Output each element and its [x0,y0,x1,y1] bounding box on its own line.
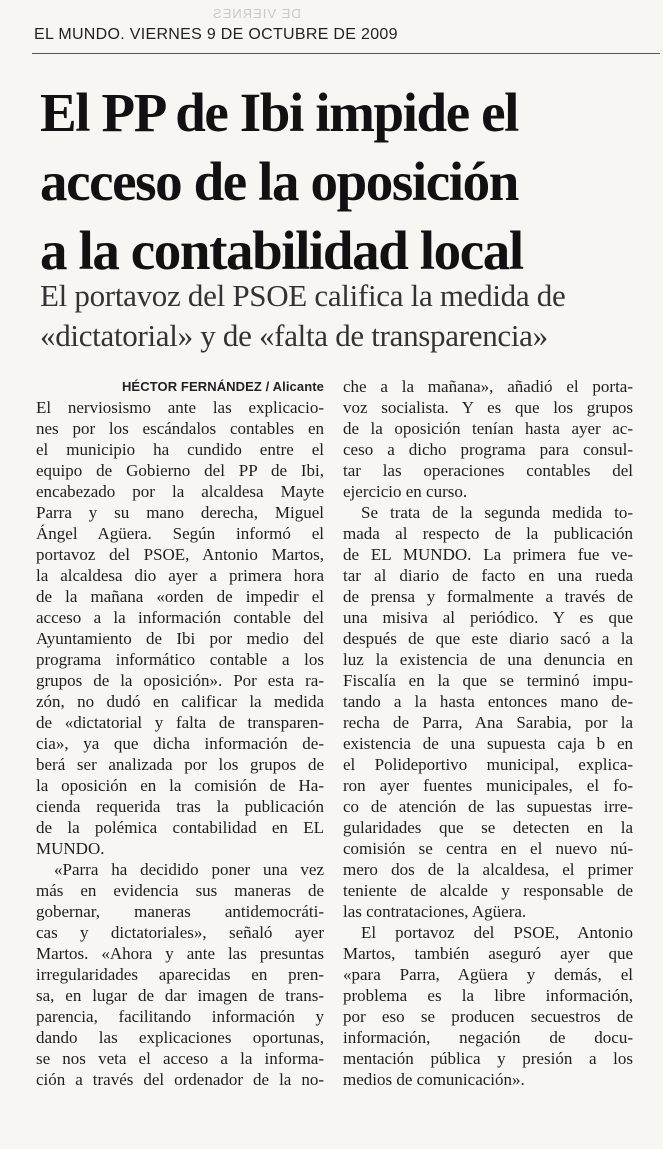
body-text-line: ceso a dicho programa para consul- [343,440,633,459]
body-text-line: El portavoz del PSOE, Antonio [361,923,633,942]
body-text-line: de prensa y formalmente a través de [343,587,633,606]
body-text-line: gularidades que se detecten en la [343,818,633,837]
article-column-2 [343,376,633,1090]
article-column-1 [36,376,324,1090]
body-text-line: Fiscalía en la que se terminó impu- [343,671,633,690]
body-text-line: ejercicio en curso. [343,482,468,501]
body-text-line: irregularidades aparecidas en pren- [36,965,324,984]
body-text-line: «Parra ha decidido poner una vez [54,860,324,879]
body-text-line: nes por los escándalos contables en [36,419,324,438]
body-text-line: luz la existencia de una denuncia en [343,650,633,669]
body-text-line: la oposición en la comisión de Ha- [36,776,324,795]
body-text-line: el municipio ha cundido entre el [36,440,324,459]
body-text-line: ción a través del ordenador de la no- [36,1070,324,1089]
body-text-line: se nos veta el acceso a la informa- [36,1049,324,1068]
body-text-line: tar al diario de facto en una rueda [343,566,633,585]
body-text-line: por eso se producen secuestros de [343,1007,633,1026]
body-text-line: más en evidencia sus maneras de [36,881,324,900]
body-text-line: MUNDO. [36,839,105,858]
headline-line: acceso de la oposición [40,151,518,212]
body-text-line: tando a la hasta entonces mano de- [343,692,633,711]
body-text-line: Ángel Agüera. Según informó el [36,524,324,543]
publication-date-line: EL MUNDO. VIERNES 9 DE OCTUBRE DE 2009 [34,26,398,43]
body-text-line: co de atención de las supuestas irre- [343,797,633,816]
body-text-line: Martos. «Ahora y ante las presuntas [36,944,324,963]
body-text-line: Parra y su mano derecha, Miguel [36,503,324,522]
body-text-line: una misiva al periódico. Y es que [343,608,633,627]
body-text-line: zón, no dudó en calificar la medida [36,692,324,711]
body-text-line: tar las operaciones contables del [343,461,633,480]
body-text-line: parencia, facilitando información y [36,1007,324,1026]
body-text-line: de la mañana «orden de impedir el [36,587,324,606]
column-2-body [343,376,633,1090]
body-text-line: la alcaldesa dio ayer a primera hora [36,566,324,585]
subheadline-line: El portavoz del PSOE califica la medida de [40,278,566,313]
column-1-body [36,397,324,1090]
body-text-line: portavoz del PSOE, Antonio Martos, [36,545,324,564]
body-text-line: medios de comunicación». [343,1070,525,1089]
headline-line: El PP de Ibi impide el [40,82,519,143]
body-text-line: mada al respecto de la publicación [343,524,633,543]
body-text-line: equipo de Gobierno del PP de Ibi, [36,461,324,480]
subheadline-line: «dictatorial» y de «falta de transparencia» [40,318,548,353]
body-text-line: cas y dictatoriales», señaló ayer [36,923,324,942]
body-text-line: mentación pública y presión a los [343,1049,633,1068]
body-text-line: de EL MUNDO. La primera fue ve- [343,545,633,564]
body-text-line: che a la mañana», añadió el porta- [343,377,633,396]
body-text-line: comisión se centra en el nuevo nú- [343,839,633,858]
body-text-line: teniente de alcalde y responsable de [343,881,633,900]
body-text-line: El nerviosismo ante las explicacio- [36,398,324,417]
headline-line: a la contabilidad local [40,220,523,281]
body-text-line: el Polideportivo municipal, explica- [343,755,633,774]
body-text-line: encabezado por la alcaldesa Mayte [36,482,324,501]
body-text-line: de la oposición tenían hasta ayer ac- [343,419,633,438]
body-text-line: Se trata de la segunda medida to- [361,503,633,522]
body-text-line: recha de Parra, Ana Sarabia, por la [343,713,633,732]
body-text-line: Martos, también aseguró ayer que [343,944,633,963]
body-text-line: las contrataciones, Agüera. [343,902,527,921]
body-text-line: berá ser analizada por los grupos de [36,755,324,774]
body-text-line: gobernar, maneras antidemocráti- [36,902,324,921]
body-text-line: cienda requerida tras la publicación [36,797,324,816]
body-text-line: de «dictatorial y falta de transparen- [36,713,324,732]
bleed-through-text: DE VIERNES [212,6,301,21]
body-text-line: problema es la libre información, [343,986,633,1005]
body-text-line: información, negación de docu- [343,1028,633,1047]
byline: HÉCTOR FERNÁNDEZ / Alicante [121,379,324,394]
headline [40,78,660,285]
body-text-line: acceso a la información contable del [36,608,324,627]
body-text-line: «para Parra, Agüera y demás, el [343,965,633,984]
body-text-line: ron ayer fuentes municipales, el fo- [343,776,633,795]
body-text-line: programa informático contable a los [36,650,324,669]
body-text-line: mero dos de la alcaldesa, el primer [343,860,633,879]
body-text-line: cia», ya que dicha información de- [36,734,324,753]
subheadline [40,276,660,356]
body-text-line: grupos de la oposición». Por esta ra- [36,671,324,690]
body-text-line: dando las explicaciones oportunas, [36,1028,324,1047]
body-text-line: después de que este diario sacó a la [343,629,633,648]
body-text-line: Ayuntamiento de Ibi por medio del [36,629,324,648]
body-text-line: de la polémica contabilidad en EL [36,818,324,837]
body-text-line: existencia de una supuesta caja b en [343,734,633,753]
body-text-line: voz socialista. Y es que los grupos [343,398,633,417]
body-text-line: sa, en lugar de dar imagen de trans- [36,986,324,1005]
header-divider [32,53,660,54]
